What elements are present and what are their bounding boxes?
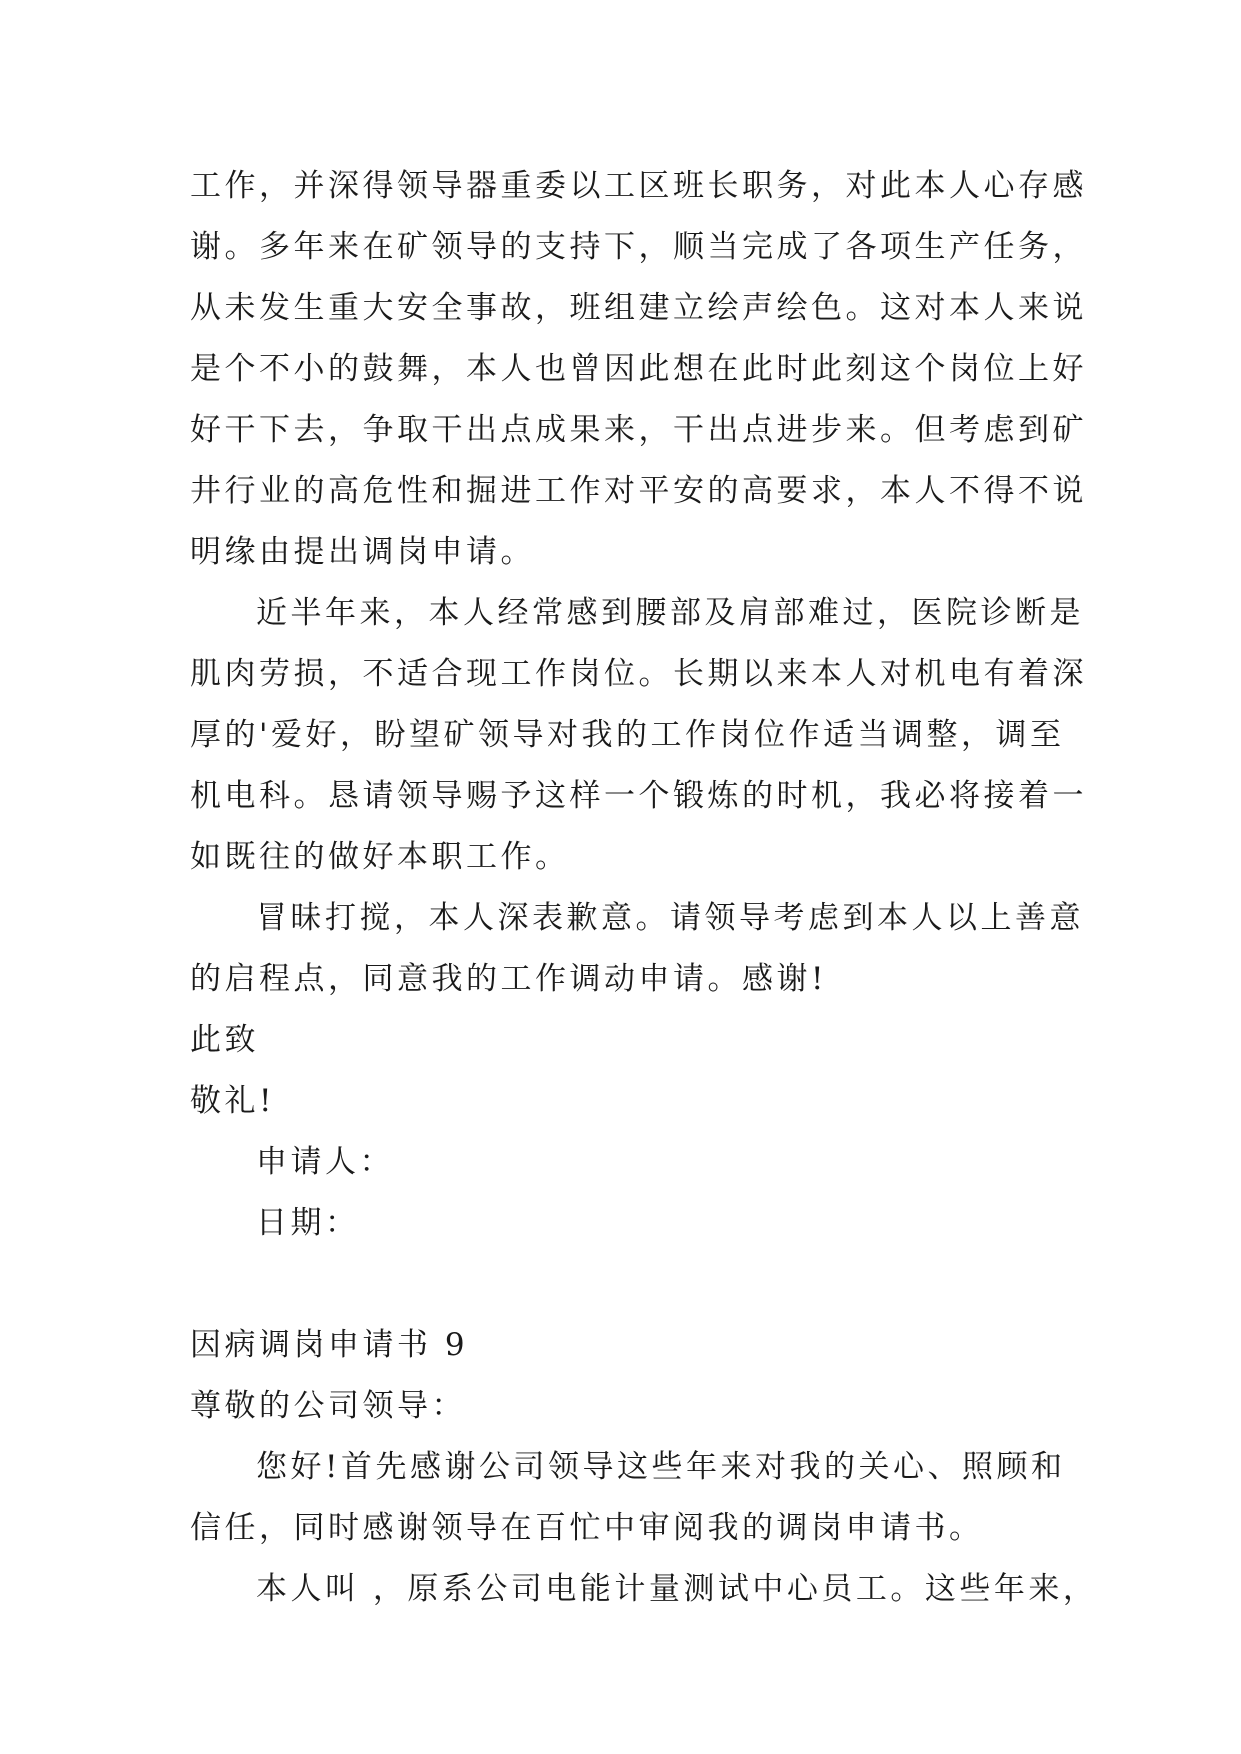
- text-line: 从未发生重大安全事故，班组建立绘声绘色。这对本人来说: [190, 290, 1087, 326]
- greeting: 尊敬的公司领导：: [190, 1388, 466, 1424]
- text-line: 明缘由提出调岗申请。: [190, 534, 535, 570]
- paragraph-first-line: 近半年来，本人经常感到腰部及肩部难过，医院诊断是: [256, 595, 1084, 631]
- date-label: 日期：: [256, 1205, 360, 1241]
- text-line: 如既往的做好本职工作。: [190, 839, 570, 875]
- text-line: 机电科。恳请领导赐予这样一个锻炼的时机，我必将接着一: [190, 778, 1087, 814]
- text-line: 谢。多年来在矿领导的支持下，顺当完成了各项生产任务，: [190, 229, 1087, 265]
- paragraph-first-line: 本人叫 ，原系公司电能计量测试中心员工。这些年来，: [256, 1571, 1098, 1607]
- applicant-label: 申请人：: [256, 1144, 394, 1180]
- closing-salutation: 此致: [190, 1022, 259, 1058]
- text-line: 井行业的高危性和掘进工作对平安的高要求，本人不得不说: [190, 473, 1087, 509]
- closing-regards: 敬礼!: [190, 1083, 275, 1119]
- text-line: 工作，并深得领导器重委以工区班长职务，对此本人心存感: [190, 168, 1087, 204]
- text-line: 信任，同时感谢领导在百忙中审阅我的调岗申请书。: [190, 1510, 984, 1546]
- text-line: 的启程点，同意我的工作调动申请。感谢!: [190, 961, 827, 997]
- text-line: 是个不小的鼓舞，本人也曾因此想在此时此刻这个岗位上好: [190, 351, 1087, 387]
- paragraph-first-line: 冒昧打搅，本人深表歉意。请领导考虑到本人以上善意: [256, 900, 1084, 936]
- paragraph-first-line: 您好!首先感谢公司领导这些年来对我的关心、照顾和: [256, 1449, 1066, 1485]
- text-line: 肌肉劳损，不适合现工作岗位。长期以来本人对机电有着深: [190, 656, 1087, 692]
- section-title: 因病调岗申请书 9: [190, 1327, 469, 1363]
- text-line: 厚的'爱好，盼望矿领导对我的工作岗位作适当调整，调至: [190, 717, 1065, 753]
- text-line: 好干下去，争取干出点成果来，干出点进步来。但考虑到矿: [190, 412, 1087, 448]
